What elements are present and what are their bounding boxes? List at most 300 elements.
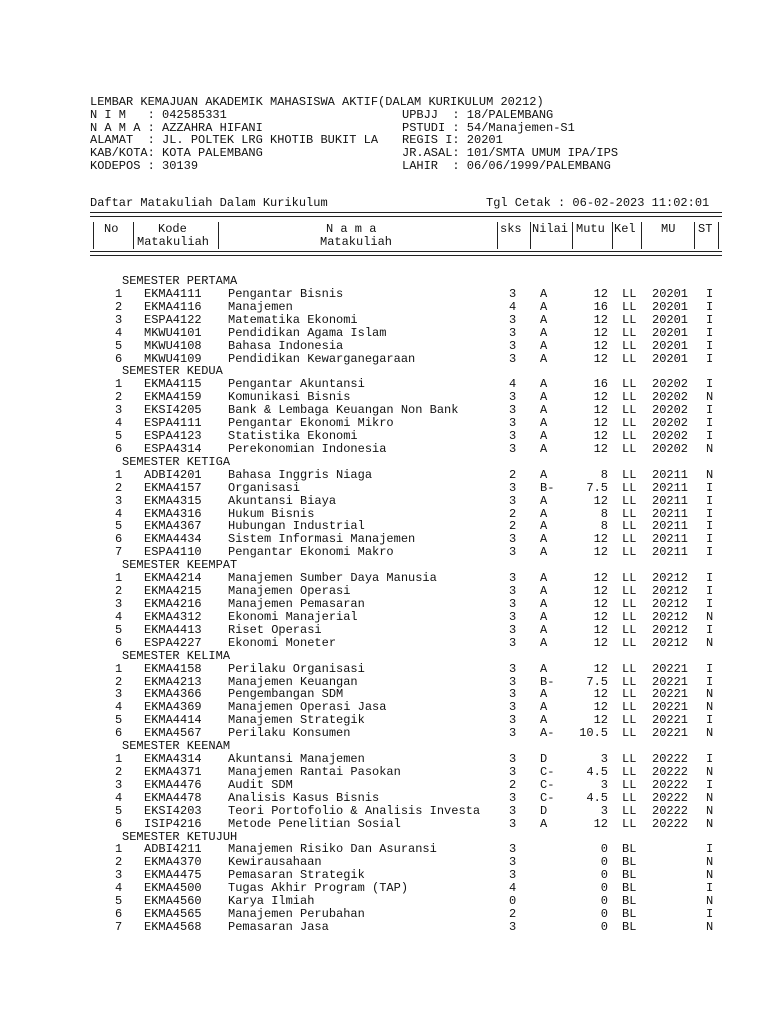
row-no: 1 <box>115 661 123 676</box>
row-mutu: 8 <box>600 519 608 534</box>
row-mu: 20212 <box>652 609 689 624</box>
row-nama: Manajemen Operasi Jasa <box>228 700 387 715</box>
row-mutu: 3 <box>600 803 608 818</box>
row-kode: EKMA4478 <box>144 790 202 805</box>
row-mu: 20211 <box>652 519 689 534</box>
document-title: LEMBAR KEMAJUAN AKADEMIK MAHASISWA AKTIF(DALAM KURIKULUM 20212) <box>90 95 544 109</box>
row-mutu: 12 <box>593 403 608 418</box>
pstudi-field: PSTUDI : 54/Manajemen-S1 <box>402 120 575 135</box>
row-nama: Pemasaran Strategik <box>228 868 365 883</box>
row-mu: 20211 <box>652 480 689 495</box>
table-header-bottom-rule <box>90 251 722 256</box>
row-st: I <box>706 325 714 340</box>
row-no: 3 <box>115 493 123 508</box>
row-no: 1 <box>115 377 123 392</box>
row-kode: EKMA4434 <box>144 532 202 547</box>
row-mu: 20201 <box>652 286 689 301</box>
row-sks: 3 <box>509 674 517 689</box>
row-kel: LL <box>622 764 637 779</box>
row-nilai: C- <box>540 790 555 805</box>
row-mutu: 12 <box>593 609 608 624</box>
row-kode: ADBI4211 <box>144 842 202 857</box>
row-no: 6 <box>115 907 123 922</box>
table-row <box>0 598 768 611</box>
row-sks: 3 <box>509 480 517 495</box>
th-mu: MU <box>661 222 676 236</box>
row-nama: Pendidikan Agama Islam <box>228 325 387 340</box>
row-mu: 20202 <box>652 377 689 392</box>
row-kel: LL <box>622 816 637 831</box>
row-nama: Bahasa Inggris Niaga <box>228 467 373 482</box>
row-sks: 3 <box>509 764 517 779</box>
row-nama: Statistika Ekonomi <box>228 429 358 444</box>
row-no: 4 <box>115 506 123 521</box>
row-st: I <box>706 571 714 586</box>
row-kel: LL <box>622 338 637 353</box>
col-divider <box>93 222 94 249</box>
row-mu: 20211 <box>652 506 689 521</box>
row-nilai: A <box>540 532 548 547</box>
row-kode: ESPA4122 <box>144 312 202 327</box>
row-st: N <box>706 764 714 779</box>
row-mutu: 12 <box>593 700 608 715</box>
row-kode: EKMA4216 <box>144 597 202 611</box>
row-kel: LL <box>622 622 637 637</box>
row-sks: 2 <box>509 777 517 792</box>
row-st: I <box>706 842 714 857</box>
row-nama: Manajemen Operasi <box>228 584 351 599</box>
row-st: I <box>706 286 714 301</box>
row-kode: EKMA4367 <box>144 519 202 534</box>
row-mu: 20221 <box>652 726 689 741</box>
row-nilai: B- <box>540 480 555 495</box>
row-mutu: 12 <box>593 493 608 508</box>
semester-heading: SEMESTER KEENAM <box>122 739 231 754</box>
row-st: N <box>706 894 714 909</box>
row-no: 2 <box>115 855 123 870</box>
row-nilai: D <box>540 803 548 818</box>
row-st: N <box>706 687 714 702</box>
row-nilai: A- <box>540 726 555 741</box>
row-mutu: 12 <box>593 351 608 366</box>
row-nilai: A <box>540 441 548 456</box>
nim-field: N I M : 042585331 <box>90 107 227 122</box>
row-mu: 20202 <box>652 416 689 431</box>
row-mu: 20221 <box>652 713 689 728</box>
row-no: 3 <box>115 597 123 611</box>
row-no: 1 <box>115 286 123 301</box>
row-kode: ADBI4201 <box>144 467 202 482</box>
row-nilai: A <box>540 622 548 637</box>
row-mu: 20212 <box>652 584 689 599</box>
row-no: 4 <box>115 325 123 340</box>
row-st: I <box>706 881 714 896</box>
semester-heading: SEMESTER KETIGA <box>122 454 231 469</box>
table-row <box>0 663 768 676</box>
row-st: I <box>706 597 714 611</box>
row-sks: 3 <box>509 842 517 857</box>
row-no: 5 <box>115 894 123 909</box>
row-sks: 2 <box>509 519 517 534</box>
row-mutu: 12 <box>593 338 608 353</box>
kodepos-field: KODEPOS : 30139 <box>90 158 199 173</box>
row-nilai: A <box>540 338 548 353</box>
row-sks: 3 <box>509 868 517 883</box>
row-sks: 3 <box>509 752 517 767</box>
row-kode: EKMA4314 <box>144 752 202 767</box>
table-row <box>0 805 768 818</box>
row-kel: BL <box>622 894 637 909</box>
row-st: I <box>706 661 714 676</box>
row-nama: Manajemen Rantai Pasokan <box>228 764 401 779</box>
row-mutu: 12 <box>593 441 608 456</box>
row-nama: Manajemen Risiko Dan Asuransi <box>228 842 437 857</box>
row-kel: LL <box>622 661 637 676</box>
row-mutu: 3 <box>600 752 608 767</box>
row-no: 4 <box>115 609 123 624</box>
row-st: I <box>706 713 714 728</box>
row-kode: EKMA4214 <box>144 571 202 586</box>
row-kel: LL <box>622 286 637 301</box>
row-mutu: 10.5 <box>579 726 608 741</box>
table-row <box>0 353 768 366</box>
row-nilai: A <box>540 493 548 508</box>
row-no: 2 <box>115 584 123 599</box>
row-mutu: 12 <box>593 597 608 611</box>
row-sks: 3 <box>509 416 517 431</box>
col-divider <box>133 222 134 249</box>
semester-heading: SEMESTER KEDUA <box>122 364 223 379</box>
row-no: 2 <box>115 764 123 779</box>
lahir-field: LAHIR : 06/06/1999/PALEMBANG <box>402 158 611 173</box>
row-st: I <box>706 777 714 792</box>
row-mutu: 12 <box>593 325 608 340</box>
row-no: 6 <box>115 726 123 741</box>
row-kel: LL <box>622 545 637 560</box>
row-nilai: A <box>540 312 548 327</box>
row-nama: Ekonomi Moneter <box>228 635 337 650</box>
row-sks: 4 <box>509 881 517 896</box>
row-no: 3 <box>115 868 123 883</box>
upbjj-field: UPBJJ : 18/PALEMBANG <box>402 107 554 122</box>
table-row <box>0 727 768 740</box>
row-no: 2 <box>115 390 123 405</box>
row-no: 5 <box>115 429 123 444</box>
row-mutu: 12 <box>593 622 608 637</box>
row-sks: 3 <box>509 545 517 560</box>
row-kel: LL <box>622 312 637 327</box>
row-mutu: 8 <box>600 506 608 521</box>
row-st: I <box>706 377 714 392</box>
row-kel: LL <box>622 416 637 431</box>
row-no: 5 <box>115 622 123 637</box>
row-mu: 20221 <box>652 700 689 715</box>
row-kode: ISIP4216 <box>144 816 202 831</box>
row-nama: Sistem Informasi Manajemen <box>228 532 416 547</box>
row-kel: BL <box>622 881 637 896</box>
row-kode: EKMA4500 <box>144 881 202 896</box>
row-sks: 3 <box>509 312 517 327</box>
row-nilai: A <box>540 545 548 560</box>
table-row <box>0 469 768 482</box>
row-nama: Pengembangan SDM <box>228 687 344 702</box>
row-st: I <box>706 338 714 353</box>
row-mutu: 7.5 <box>586 674 608 689</box>
row-kode: EKSI4203 <box>144 803 202 818</box>
row-sks: 3 <box>509 429 517 444</box>
row-mu: 20222 <box>652 752 689 767</box>
table-row <box>0 624 768 637</box>
table-row <box>0 792 768 805</box>
row-nama: Pengantar Ekonomi Mikro <box>228 416 394 431</box>
row-sks: 3 <box>509 920 517 934</box>
row-mu: 20201 <box>652 325 689 340</box>
row-kel: LL <box>622 351 637 366</box>
table-row <box>0 611 768 624</box>
row-nilai: A <box>540 403 548 418</box>
table-row <box>0 430 768 443</box>
table-row <box>0 340 768 353</box>
row-kel: LL <box>622 467 637 482</box>
row-st: N <box>706 726 714 741</box>
row-mu: 20221 <box>652 687 689 702</box>
row-sks: 3 <box>509 532 517 547</box>
row-sks: 3 <box>509 687 517 702</box>
table-row <box>0 818 768 831</box>
row-nama: Pengantar Akuntansi <box>228 377 365 392</box>
jrasal-field: JR.ASAL: 101/SMTA UMUM IPA/IPS <box>402 146 619 161</box>
row-nilai: D <box>540 752 548 767</box>
row-nilai: A <box>540 713 548 728</box>
row-kode: EKMA4215 <box>144 584 202 599</box>
row-kode: EKMA4414 <box>144 713 202 728</box>
row-sks: 3 <box>509 726 517 741</box>
document-header <box>90 96 730 173</box>
row-mu: 20211 <box>652 493 689 508</box>
row-st: N <box>706 390 714 405</box>
row-nilai: A <box>540 429 548 444</box>
row-st: I <box>706 532 714 547</box>
row-sks: 3 <box>509 338 517 353</box>
row-kel: LL <box>622 597 637 611</box>
row-nilai: A <box>540 325 548 340</box>
row-mutu: 0 <box>600 868 608 883</box>
row-kode: EKMA4213 <box>144 674 202 689</box>
col-divider <box>641 222 642 249</box>
row-sks: 3 <box>509 635 517 650</box>
row-mutu: 0 <box>600 907 608 922</box>
row-mu: 20222 <box>652 803 689 818</box>
row-nama: Manajemen <box>228 299 293 314</box>
row-no: 4 <box>115 881 123 896</box>
row-mutu: 12 <box>593 635 608 650</box>
table-row <box>0 314 768 327</box>
row-kel: LL <box>622 803 637 818</box>
row-kode: EKMA4157 <box>144 480 202 495</box>
row-kel: LL <box>622 777 637 792</box>
row-kode: EKMA4568 <box>144 920 202 934</box>
row-mu: 20212 <box>652 571 689 586</box>
row-st: N <box>706 920 714 934</box>
row-kode: EKMA4369 <box>144 700 202 715</box>
table-row <box>0 443 768 456</box>
row-mu: 20221 <box>652 661 689 676</box>
row-mutu: 12 <box>593 571 608 586</box>
row-kode: ESPA4111 <box>144 416 202 431</box>
alamat-field: ALAMAT : JL. POLTEK LRG KHOTIB BUKIT LA <box>90 133 379 148</box>
row-mu: 20202 <box>652 390 689 405</box>
semester-heading: SEMESTER KELIMA <box>122 648 231 663</box>
row-kel: LL <box>622 480 637 495</box>
row-no: 3 <box>115 312 123 327</box>
row-no: 3 <box>115 777 123 792</box>
row-kode: EKMA4159 <box>144 390 202 405</box>
th-st: ST <box>698 222 713 236</box>
row-mu: 20221 <box>652 674 689 689</box>
row-nilai: A <box>540 299 548 314</box>
row-sks: 3 <box>509 584 517 599</box>
row-no: 5 <box>115 803 123 818</box>
row-no: 6 <box>115 532 123 547</box>
row-st: I <box>706 312 714 327</box>
list-title: Daftar Matakuliah Dalam Kurikulum <box>90 196 328 210</box>
row-mu: 20222 <box>652 764 689 779</box>
row-st: N <box>706 635 714 650</box>
row-st: N <box>706 790 714 805</box>
row-mu: 20211 <box>652 545 689 560</box>
th-kode: Kode <box>158 222 187 236</box>
row-kel: LL <box>622 571 637 586</box>
row-kode: EKMA4316 <box>144 506 202 521</box>
row-nilai: A <box>540 597 548 611</box>
row-kel: LL <box>622 519 637 534</box>
row-sks: 3 <box>509 493 517 508</box>
row-nama: Riset Operasi <box>228 622 322 637</box>
row-sks: 3 <box>509 713 517 728</box>
row-nilai: C- <box>540 777 555 792</box>
row-mu: 20202 <box>652 441 689 456</box>
row-kode: MKWU4101 <box>144 325 202 340</box>
row-nama: Hukum Bisnis <box>228 506 315 521</box>
row-mutu: 12 <box>593 312 608 327</box>
row-nama: Metode Penelitian Sosial <box>228 816 401 831</box>
row-sks: 3 <box>509 571 517 586</box>
row-mutu: 0 <box>600 881 608 896</box>
row-mutu: 0 <box>600 920 608 934</box>
row-st: I <box>706 480 714 495</box>
row-nama: Karya Ilmiah <box>228 894 315 909</box>
row-nama: Tugas Akhir Program (TAP) <box>228 881 409 896</box>
row-mutu: 12 <box>593 390 608 405</box>
table-row <box>0 766 768 779</box>
row-mu: 20222 <box>652 790 689 805</box>
row-kode: ESPA4227 <box>144 635 202 650</box>
table-row <box>0 327 768 340</box>
row-mu: 20222 <box>652 816 689 831</box>
row-nama: Perekonomian Indonesia <box>228 441 387 456</box>
row-mutu: 4.5 <box>586 790 608 805</box>
row-mu: 20212 <box>652 622 689 637</box>
row-no: 7 <box>115 920 123 934</box>
th-kode-matakuliah: Matakuliah <box>137 235 210 249</box>
row-nilai: A <box>540 687 548 702</box>
row-no: 1 <box>115 571 123 586</box>
row-st: N <box>706 441 714 456</box>
th-no: No <box>104 222 119 236</box>
print-date: Tgl Cetak : 06-02-2023 11:02:01 <box>486 196 710 210</box>
row-kel: BL <box>622 842 637 857</box>
col-divider <box>572 222 573 249</box>
row-kel: LL <box>622 506 637 521</box>
row-mutu: 12 <box>593 713 608 728</box>
row-st: I <box>706 584 714 599</box>
row-nilai: A <box>540 571 548 586</box>
row-kode: ESPA4123 <box>144 429 202 444</box>
row-kode: EKMA4315 <box>144 493 202 508</box>
row-mutu: 12 <box>593 416 608 431</box>
row-mutu: 4.5 <box>586 764 608 779</box>
row-st: N <box>706 868 714 883</box>
row-st: N <box>706 609 714 624</box>
row-nilai: A <box>540 416 548 431</box>
row-kode: EKMA4111 <box>144 286 202 301</box>
row-no: 6 <box>115 635 123 650</box>
col-divider <box>612 222 613 249</box>
row-no: 4 <box>115 700 123 715</box>
row-nama: Teori Portofolio & Analisis Investa <box>228 803 481 818</box>
row-st: I <box>706 416 714 431</box>
row-kode: EKMA4560 <box>144 894 202 909</box>
row-sks: 3 <box>509 403 517 418</box>
row-sks: 4 <box>509 377 517 392</box>
row-nama: Matematika Ekonomi <box>228 312 358 327</box>
row-nilai: A <box>540 816 548 831</box>
row-nama: Pendidikan Kewarganegaraan <box>228 351 416 366</box>
row-nama: Perilaku Konsumen <box>228 726 351 741</box>
row-no: 6 <box>115 441 123 456</box>
row-mu: 20201 <box>652 351 689 366</box>
row-sks: 3 <box>509 661 517 676</box>
row-kode: MKWU4109 <box>144 351 202 366</box>
row-nama: Komunikasi Bisnis <box>228 390 351 405</box>
regis-field: REGIS I: 20201 <box>402 133 503 148</box>
row-st: I <box>706 351 714 366</box>
row-mu: 20211 <box>652 532 689 547</box>
th-sks: sks <box>500 222 522 236</box>
row-nama: Akuntansi Manajemen <box>228 752 365 767</box>
row-mutu: 0 <box>600 842 608 857</box>
row-st: N <box>706 855 714 870</box>
row-mu: 20202 <box>652 403 689 418</box>
row-kel: LL <box>622 674 637 689</box>
row-no: 6 <box>115 816 123 831</box>
row-sks: 3 <box>509 286 517 301</box>
th-kel: Kel <box>614 222 636 236</box>
row-mutu: 12 <box>593 429 608 444</box>
table-row <box>0 779 768 792</box>
row-nama: Bank & Lembaga Keuangan Non Bank <box>228 403 459 418</box>
row-kel: LL <box>622 441 637 456</box>
row-kode: EKMA4370 <box>144 855 202 870</box>
row-kel: BL <box>622 920 637 934</box>
row-nama: Organisasi <box>228 480 301 495</box>
row-kel: LL <box>622 700 637 715</box>
row-mutu: 16 <box>593 377 608 392</box>
row-sks: 3 <box>509 803 517 818</box>
row-mutu: 0 <box>600 855 608 870</box>
row-kode: EKMA4567 <box>144 726 202 741</box>
row-kode: EKMA4115 <box>144 377 202 392</box>
